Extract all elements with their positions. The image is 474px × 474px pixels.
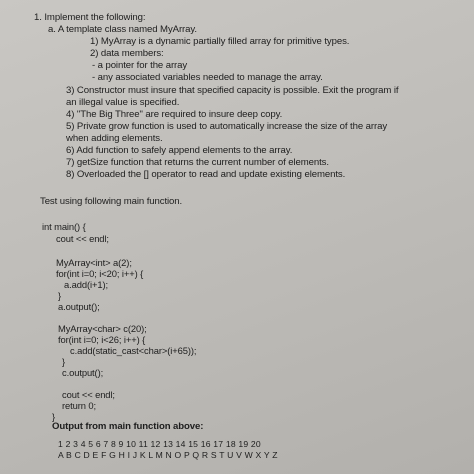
task-item-8: 8) Overloaded the [] operator to read and update existing elements. (66, 169, 346, 180)
code-line-close-1: } (58, 290, 62, 301)
code-line-main: int main() { (42, 221, 86, 232)
code-line-return: return 0; (62, 400, 97, 411)
task-item-6: 6) Add function to safely append elements to the array. (66, 145, 293, 156)
task-item-3-cont: an illegal value is specified. (66, 97, 180, 108)
code-line-myarray-char: MyArray<char> c(20); (58, 323, 147, 334)
task-item-5: 5) Private grow function is used to automatically increase the size of the array (66, 121, 388, 132)
task-item-2-sub-2: - any associated variables needed to manage the array. (92, 72, 323, 83)
code-line-for-2: for(int i=0; i<26; i++) { (58, 334, 146, 345)
task-item-4: 4) "The Big Three" are required to insure deep copy. (66, 109, 283, 120)
task-item-a: a. A template class named MyArray. (48, 24, 197, 35)
output-line-letters: A B C D E F G H I J K L M N O P Q R S T U V W X Y Z (58, 450, 278, 460)
task-item-3: 3) Constructor must insure that specified capacity is possible. Exit the program if (66, 85, 399, 96)
code-line-output-c: c.output(); (62, 367, 104, 378)
test-intro: Test using following main function. (40, 196, 183, 207)
code-line-close-main: } (52, 411, 56, 422)
task-item-2: 2) data members: (90, 48, 164, 59)
task-item-1: 1) MyArray is a dynamic partially filled array for primitive types. (90, 36, 350, 47)
output-heading: Output from main function above: (52, 421, 204, 432)
code-line-add-2: c.add(static_cast<char>(i+65)); (70, 345, 197, 356)
code-line-cout-2: cout << endl; (62, 389, 115, 400)
code-line-add-1: a.add(i+1); (64, 279, 108, 290)
code-line-myarray-int: MyArray<int> a(2); (56, 257, 132, 268)
code-line-cout-1: cout << endl; (56, 233, 109, 244)
code-line-output-a: a.output(); (58, 301, 100, 312)
task-item-5-cont: when adding elements. (66, 133, 163, 144)
task-heading: 1. Implement the following: (34, 12, 146, 23)
task-item-2-sub-1: - a pointer for the array (92, 60, 188, 71)
task-item-7: 7) getSize function that returns the current number of elements. (66, 157, 329, 168)
code-line-for-1: for(int i=0; i<20; i++) { (56, 268, 144, 279)
output-line-numbers: 1 2 3 4 5 6 7 8 9 10 11 12 13 14 15 16 17 18 19 20 (58, 439, 261, 449)
code-line-close-2: } (62, 356, 66, 367)
